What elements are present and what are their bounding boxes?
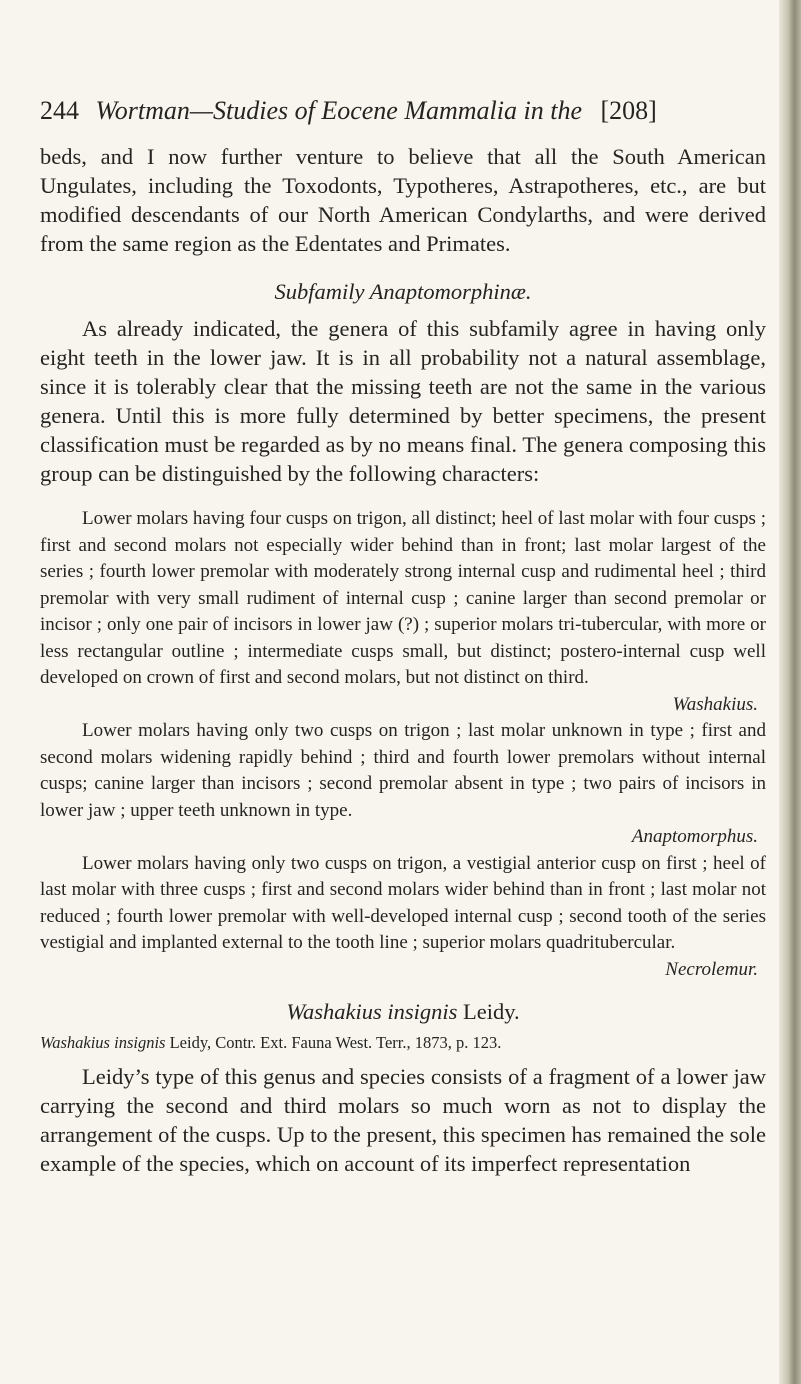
key-entry-anaptomorphus (40, 718, 766, 851)
reference-name: Washakius insignis (40, 1033, 166, 1052)
key-entry-text: Lower molars having only two cusps on trigon ; last molar unknown in type ; first and second molars widening rapidly behind ; third and fourth lower premolars without internal cusps; canine larger than incisors ; second premolar absent in type ; two pairs of incisors in lower jaw ; upper teeth unknown in type. (40, 720, 766, 821)
key-entry-washakius (40, 506, 766, 718)
intro-paragraph: beds, and I now further venture to believe that all the South American Ungulates, including the Toxodonts, Typotheres, Astrapotheres, etc., are but modified descendants of our North American Condylarths, and were derived from the same region as the Edentates and Primates. (40, 144, 766, 256)
genus-key (40, 506, 766, 983)
key-entry-text: Lower molars having only two cusps on trigon, a vestigial anterior cusp on first ; heel of last molar with three cusps ; first and second molars wider behind than in front ; last molar not reduced ; fourth lower premolar with well-developed internal cusp ; second tooth of the series vestigial and implanted external to the tooth line ; superior molars quadritubercular. (40, 852, 766, 953)
key-entry-text: Lower molars having four cusps on trigon, all distinct; heel of last molar with four cusps ; first and second molars not especially wider behind than in front; last molar largest of the series ; fourth lower premolar with moderately strong internal cusp and rudimental heel ; third premolar with very small rudiment of internal cusp ; canine larger than second premolar or incisor ; only one pair of incisors in lower jaw (?) ; superior molars tri-tubercular, with more or less rectangular outline ; intermediate cusps small, but distinct; postero-internal cusp well developed on crown of first and second molars, but not distinct on third. (40, 508, 766, 688)
subfamily-heading: Subfamily Anaptomorphinæ. (274, 279, 532, 304)
genus-name-necrolemur: Necrolemur. (665, 958, 758, 980)
page-number: 244 (40, 96, 79, 125)
page-edge (779, 0, 801, 1384)
subfamily-paragraph: As already indicated, the genera of this subfamily agree in having only eight teeth in the lower jaw. It is in all probability not a natural assemblage, since it is tolerably clear that the missing teeth are not the same in the various genera. Until this is more fully determined by better specimens, the present classification must be regarded as by no means final. The genera composing this group can be distinguished by the following characters: (40, 316, 766, 486)
key-entry-necrolemur (40, 851, 766, 984)
genus-name-anaptomorphus: Anaptomorphus. (631, 826, 758, 847)
species-paragraph: Leidy’s type of this genus and species consists of a fragment of a lower jaw carrying the second and third molars so much worn as not to display the arrangement of the cusps. Up to the present, this specimen has remained the sole example of the species, which on account of its imperfect representation (40, 1064, 766, 1176)
running-title: Wortman—Studies of Eocene Mammalia in the (95, 96, 582, 125)
section-number: [208] (600, 96, 657, 125)
reference-citation: Leidy, Contr. Ext. Fauna West. Terr., 1873, p. 123. (169, 1033, 502, 1052)
running-head (40, 96, 766, 126)
species-reference (40, 1032, 766, 1054)
genus-name-washakius: Washakius. (672, 693, 758, 715)
species-heading (40, 997, 766, 1026)
page-content (40, 96, 766, 1178)
species-heading-name: Washakius insignis (286, 999, 458, 1024)
species-heading-author: Leidy. (463, 999, 520, 1024)
